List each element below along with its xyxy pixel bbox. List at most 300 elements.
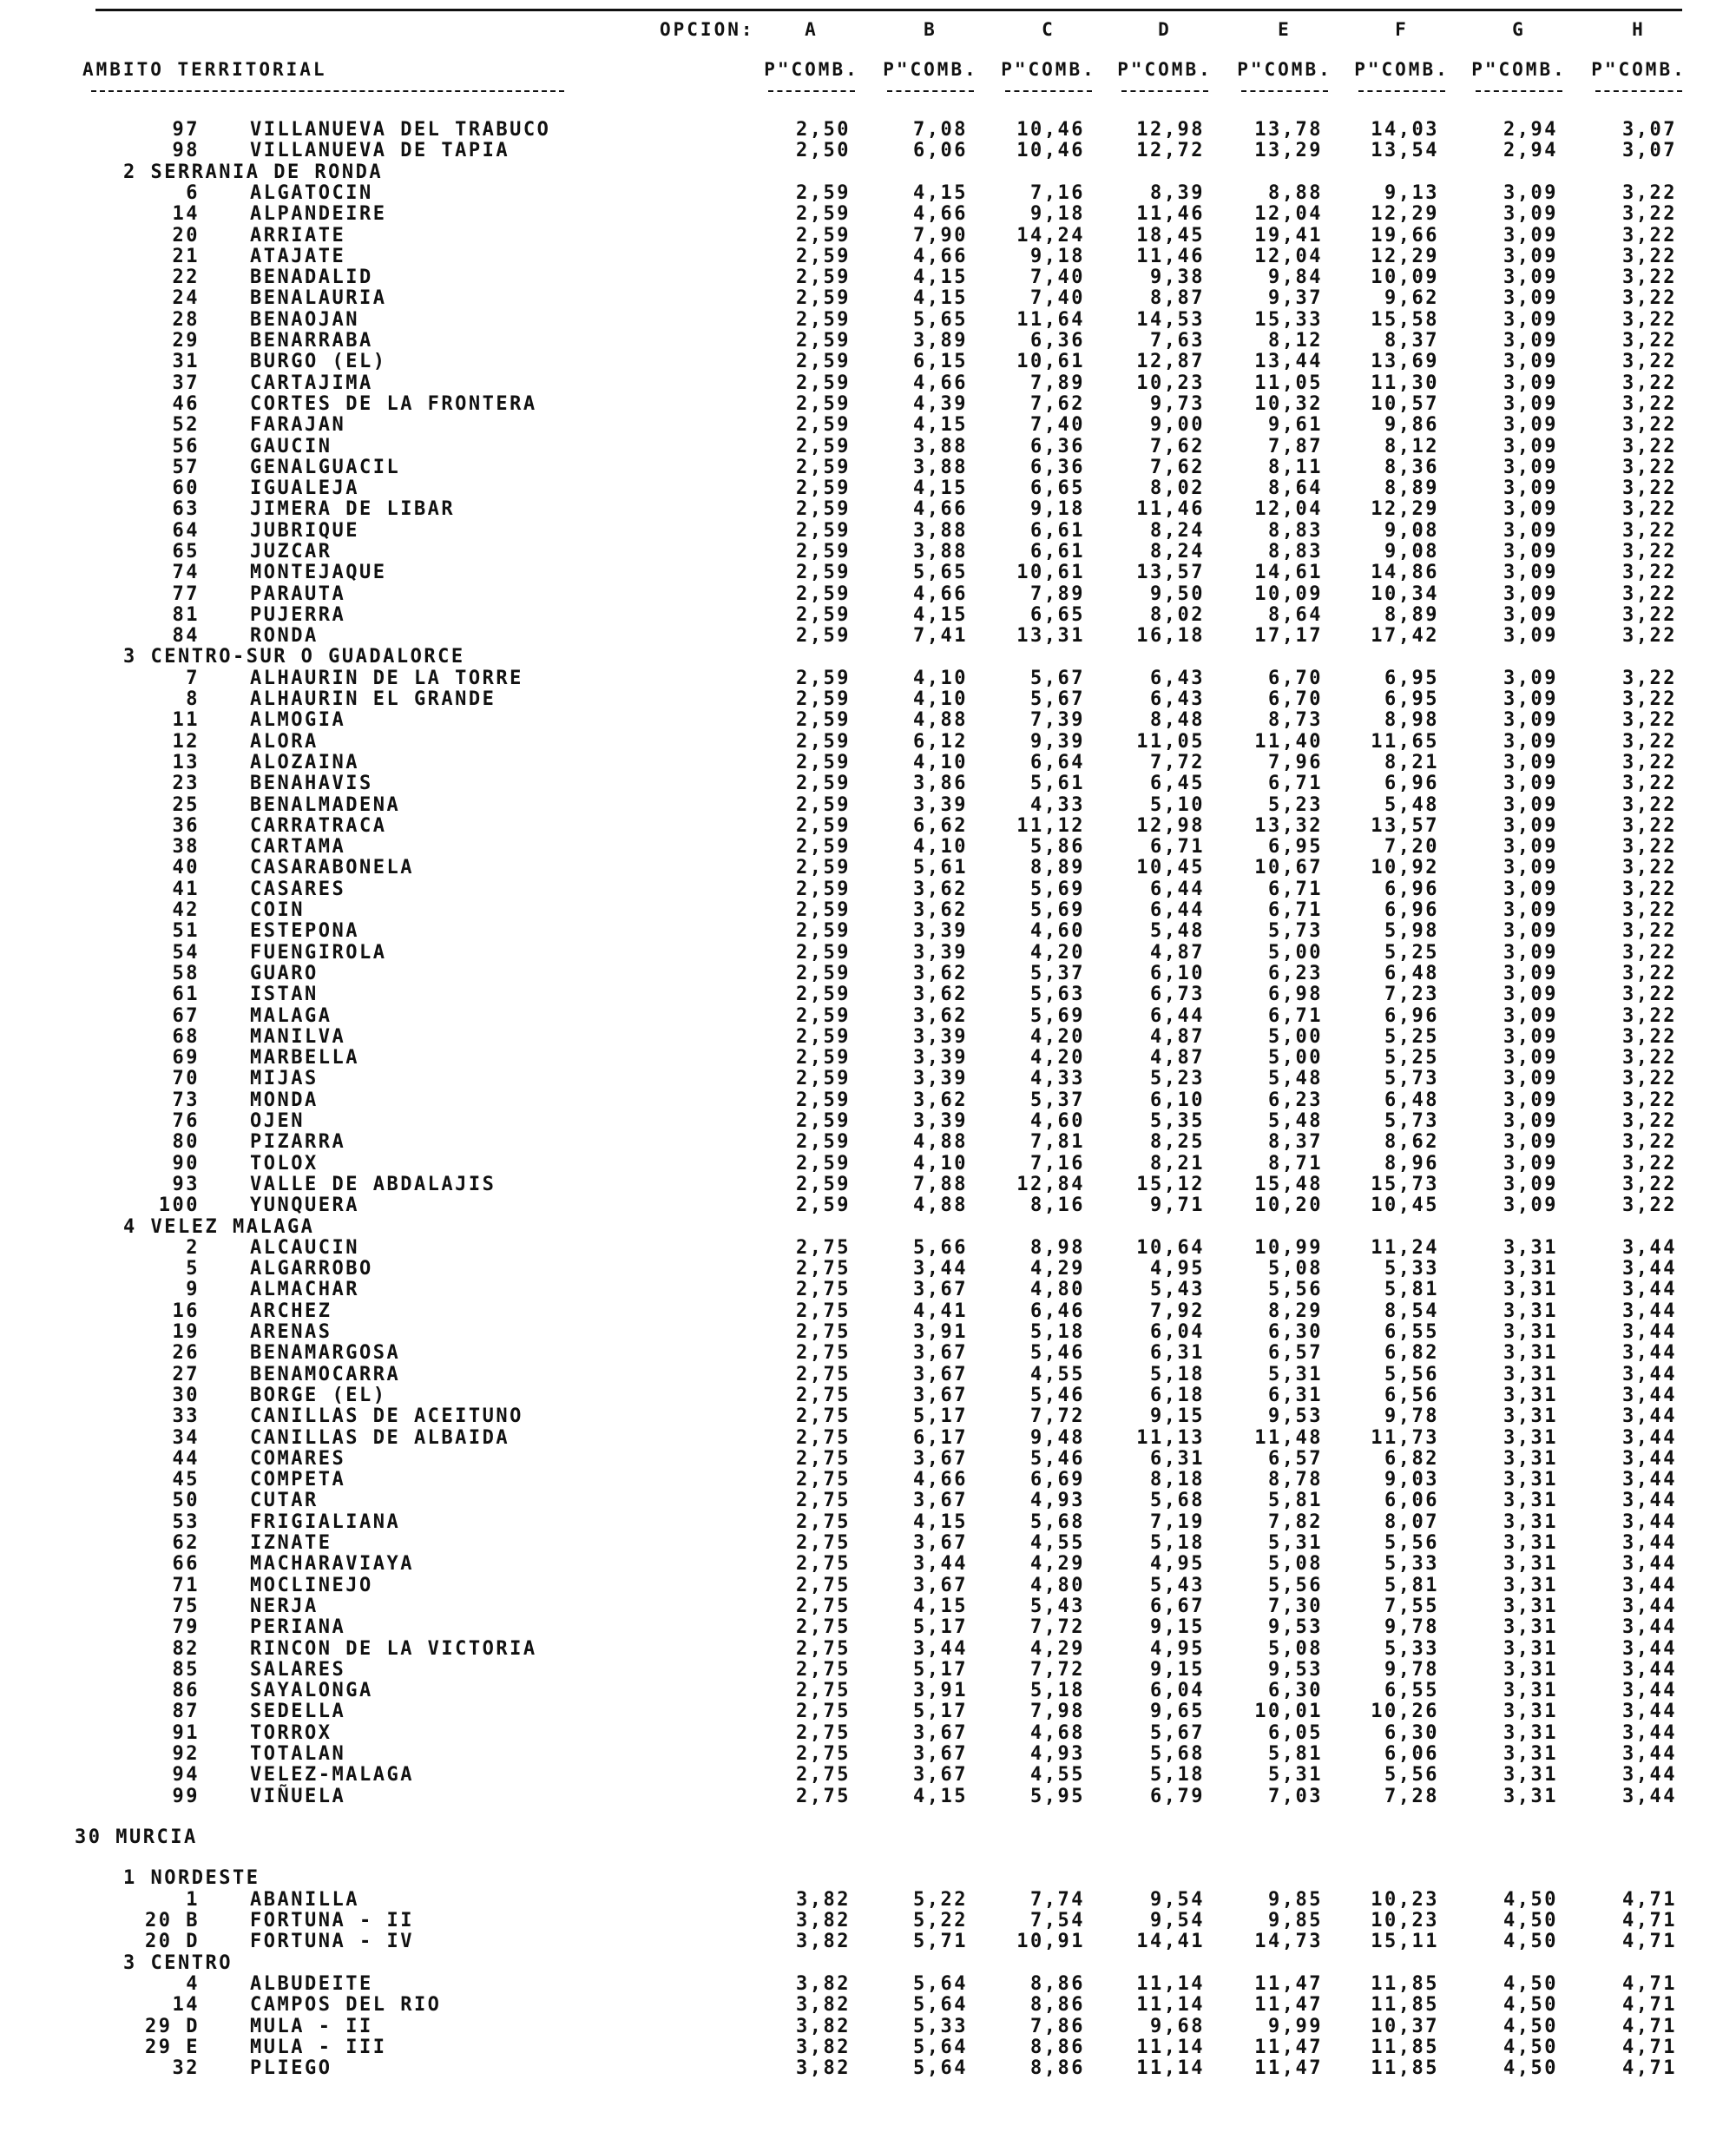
pcomb-value: 9,18 (1030, 203, 1085, 225)
pcomb-value: 3,22 (1622, 604, 1677, 626)
pcomb-value: 3,22 (1622, 309, 1677, 331)
pcomb-value: 3,44 (913, 1553, 968, 1575)
municipio-code: 7 (186, 668, 200, 689)
pcomb-value: 3,07 (1622, 119, 1677, 141)
pcomb-value: 4,50 (1503, 2037, 1558, 2058)
municipio-name: TOLOX (250, 1153, 319, 1175)
pcomb-value: 3,88 (913, 436, 968, 457)
municipio-name: GUARO (250, 963, 319, 984)
pcomb-value: 3,44 (1622, 1511, 1677, 1533)
pcomb-value: 3,22 (1622, 351, 1677, 372)
pcomb-value: 7,40 (1030, 414, 1085, 436)
pcomb-value: 10,91 (1016, 1931, 1085, 1952)
pcomb-value: 3,09 (1503, 625, 1558, 647)
municipio-code: 92 (172, 1743, 200, 1765)
pcomb-value: 3,22 (1622, 688, 1677, 710)
pcomb-value: 13,32 (1254, 815, 1323, 837)
pcomb-value: 4,66 (913, 583, 968, 605)
pcomb-value: 3,09 (1503, 709, 1558, 731)
pcomb-value: 3,31 (1503, 1490, 1558, 1511)
pcomb-value: 6,55 (1384, 1321, 1439, 1343)
pcomb-value: 10,34 (1371, 583, 1439, 605)
pcomb-value: 6,15 (913, 351, 968, 372)
pcomb-value: 12,04 (1254, 246, 1323, 267)
pcomb-value: 3,39 (913, 1047, 968, 1069)
pcomb-value: 4,41 (913, 1300, 968, 1322)
pcomb-value: 6,71 (1150, 836, 1205, 858)
pcomb-value: 4,10 (913, 752, 968, 773)
pcomb-value: 6,31 (1268, 1385, 1323, 1406)
pcomb-value: 10,46 (1016, 119, 1085, 141)
pcomb-value: 7,81 (1030, 1131, 1085, 1153)
municipio-code: 14 (172, 1994, 200, 2016)
municipio-code: 75 (172, 1596, 200, 1617)
pcomb-value: 15,11 (1371, 1931, 1439, 1952)
pcomb-value: 3,31 (1503, 1553, 1558, 1575)
pcomb-value: 7,39 (1030, 709, 1085, 731)
pcomb-value: 8,21 (1384, 752, 1439, 773)
pcomb-value: 2,75 (796, 1596, 851, 1617)
pcomb-value: 3,67 (913, 1279, 968, 1300)
municipio-name: CASARABONELA (250, 857, 414, 879)
pcomb-value: 2,59 (796, 688, 851, 710)
pcomb-value: 5,46 (1030, 1385, 1085, 1406)
pcomb-value: 4,10 (913, 836, 968, 858)
pcomb-value: 5,18 (1150, 1532, 1205, 1554)
pcomb-value: 3,09 (1503, 267, 1558, 288)
municipio-code: 1 (186, 1889, 200, 1911)
pcomb-header: P"COMB. (1591, 59, 1687, 80)
municipio-code: 9 (186, 1279, 200, 1300)
pcomb-value: 5,95 (1030, 1786, 1085, 1807)
pcomb-value: 3,62 (913, 963, 968, 984)
pcomb-value: 4,66 (913, 203, 968, 225)
pcomb-value: 3,09 (1503, 857, 1558, 879)
pcomb-value: 4,80 (1030, 1575, 1085, 1596)
pcomb-value: 4,10 (913, 1153, 968, 1175)
pcomb-value: 8,98 (1384, 709, 1439, 731)
pcomb-value: 6,36 (1030, 330, 1085, 352)
pcomb-value: 4,71 (1622, 2016, 1677, 2037)
pcomb-value: 8,24 (1150, 541, 1205, 563)
pcomb-value: 5,25 (1384, 1026, 1439, 1048)
municipio-code: 29 E (145, 2037, 200, 2058)
pcomb-value: 10,92 (1371, 857, 1439, 879)
pcomb-value: 5,18 (1030, 1321, 1085, 1343)
pcomb-value: 7,62 (1150, 457, 1205, 478)
pcomb-value: 12,04 (1254, 203, 1323, 225)
municipio-code: 84 (172, 625, 200, 647)
pcomb-value: 3,22 (1622, 457, 1677, 478)
pcomb-value: 9,00 (1150, 414, 1205, 436)
municipio-name: VIÑUELA (250, 1786, 346, 1807)
municipio-code: 12 (172, 731, 200, 753)
municipio-name: CARRATRACA (250, 815, 387, 837)
municipio-code: 58 (172, 963, 200, 984)
municipio-code: 44 (172, 1448, 200, 1470)
municipio-code: 87 (172, 1701, 200, 1722)
municipio-name: ALHAURIN EL GRANDE (250, 688, 496, 710)
pcomb-value: 7,74 (1030, 1889, 1085, 1911)
pcomb-header: P"COMB. (764, 59, 859, 80)
municipio-name: ALORA (250, 731, 319, 753)
pcomb-value: 3,22 (1622, 393, 1677, 415)
pcomb-value: 6,67 (1150, 1596, 1205, 1617)
pcomb-value: 8,64 (1268, 604, 1323, 626)
pcomb-value: 9,73 (1150, 393, 1205, 415)
pcomb-value: 2,59 (796, 309, 851, 331)
comarca-heading: 1 NORDESTE (123, 1867, 260, 1889)
pcomb-value: 9,78 (1384, 1659, 1439, 1681)
pcomb-value: 9,65 (1150, 1701, 1205, 1722)
pcomb-value: 3,09 (1503, 604, 1558, 626)
pcomb-value: 8,83 (1268, 520, 1323, 542)
municipio-name: MIJAS (250, 1068, 319, 1089)
pcomb-value: 2,75 (796, 1511, 851, 1533)
pcomb-value: 2,75 (796, 1786, 851, 1807)
pcomb-value: 3,09 (1503, 457, 1558, 478)
municipio-code: 27 (172, 1364, 200, 1385)
pcomb-value: 8,89 (1030, 857, 1085, 879)
pcomb-value: 11,13 (1136, 1427, 1205, 1449)
pcomb-value: 5,10 (1150, 794, 1205, 816)
pcomb-value: 10,20 (1254, 1194, 1323, 1216)
municipio-code: 56 (172, 436, 200, 457)
pcomb-value: 2,59 (796, 942, 851, 964)
pcomb-value: 8,02 (1150, 604, 1205, 626)
pcomb-value: 6,06 (1384, 1743, 1439, 1765)
municipio-name: TOTALAN (250, 1743, 346, 1765)
pcomb-value: 10,45 (1371, 1194, 1439, 1216)
pcomb-value: 10,67 (1254, 857, 1323, 879)
pcomb-value: 3,22 (1622, 287, 1677, 309)
pcomb-value: 13,69 (1371, 351, 1439, 372)
pcomb-value: 3,31 (1503, 1300, 1558, 1322)
pcomb-value: 3,67 (913, 1342, 968, 1364)
pcomb-value: 3,67 (913, 1448, 968, 1470)
municipio-code: 4 (186, 1973, 200, 1995)
pcomb-value: 10,26 (1371, 1701, 1439, 1722)
pcomb-value: 6,04 (1150, 1680, 1205, 1701)
municipio-name: VILLANUEVA DE TAPIA (250, 140, 510, 161)
pcomb-value: 3,67 (913, 1743, 968, 1765)
pcomb-value: 3,09 (1503, 963, 1558, 984)
pcomb-value: 5,33 (1384, 1553, 1439, 1575)
pcomb-value: 2,75 (796, 1427, 851, 1449)
pcomb-underline (1241, 90, 1328, 92)
pcomb-value: 4,29 (1030, 1638, 1085, 1660)
pcomb-value: 2,75 (796, 1237, 851, 1259)
pcomb-value: 12,72 (1136, 140, 1205, 161)
municipio-code: 65 (172, 541, 200, 563)
pcomb-value: 8,78 (1268, 1469, 1323, 1491)
pcomb-value: 3,31 (1503, 1405, 1558, 1427)
municipio-code: 100 (158, 1194, 200, 1216)
pcomb-value: 3,31 (1503, 1596, 1558, 1617)
municipio-name: MALAGA (250, 1005, 332, 1027)
pcomb-value: 6,71 (1268, 899, 1323, 921)
municipio-code: 80 (172, 1131, 200, 1153)
pcomb-value: 12,98 (1136, 119, 1205, 141)
pcomb-value: 3,22 (1622, 984, 1677, 1005)
pcomb-value: 11,65 (1371, 731, 1439, 753)
pcomb-value: 3,22 (1622, 1089, 1677, 1111)
municipio-name: IZNATE (250, 1532, 332, 1554)
pcomb-value: 2,75 (796, 1300, 851, 1322)
option-header: H (1632, 19, 1646, 40)
pcomb-value: 5,66 (913, 1237, 968, 1259)
pcomb-value: 5,18 (1150, 1764, 1205, 1786)
municipio-name: YUNQUERA (250, 1194, 359, 1216)
municipio-code: 50 (172, 1490, 200, 1511)
municipio-name: JIMERA DE LIBAR (250, 498, 456, 520)
pcomb-value: 2,59 (796, 330, 851, 352)
pcomb-underline (768, 90, 855, 92)
pcomb-value: 5,64 (913, 2057, 968, 2079)
pcomb-value: 6,48 (1384, 1089, 1439, 1111)
pcomb-value: 2,59 (796, 457, 851, 478)
pcomb-value: 5,43 (1030, 1596, 1085, 1617)
pcomb-value: 9,03 (1384, 1469, 1439, 1491)
pcomb-value: 6,57 (1268, 1342, 1323, 1364)
pcomb-value: 6,43 (1150, 668, 1205, 689)
pcomb-value: 2,59 (796, 815, 851, 837)
pcomb-value: 3,44 (1622, 1638, 1677, 1660)
pcomb-value: 12,87 (1136, 351, 1205, 372)
pcomb-value: 3,44 (1622, 1553, 1677, 1575)
municipio-code: 61 (172, 984, 200, 1005)
pcomb-value: 3,09 (1503, 182, 1558, 204)
municipio-name: MACHARAVIAYA (250, 1553, 414, 1575)
municipio-code: 6 (186, 182, 200, 204)
pcomb-value: 3,09 (1503, 899, 1558, 921)
pcomb-value: 3,31 (1503, 1427, 1558, 1449)
pcomb-value: 10,61 (1016, 351, 1085, 372)
municipio-name: CASARES (250, 879, 346, 900)
pcomb-value: 4,66 (913, 1469, 968, 1491)
pcomb-value: 3,86 (913, 773, 968, 794)
pcomb-value: 3,09 (1503, 498, 1558, 520)
pcomb-value: 2,59 (796, 562, 851, 583)
pcomb-value: 5,68 (1030, 1511, 1085, 1533)
municipio-code: 71 (172, 1575, 200, 1596)
municipio-code: 38 (172, 836, 200, 858)
pcomb-value: 2,75 (796, 1575, 851, 1596)
pcomb-value: 2,50 (796, 119, 851, 141)
pcomb-value: 3,22 (1622, 1174, 1677, 1195)
municipio-code: 54 (172, 942, 200, 964)
municipio-name: BENALAURIA (250, 287, 387, 309)
municipio-code: 20 D (145, 1931, 200, 1952)
pcomb-value: 8,86 (1030, 1973, 1085, 1995)
pcomb-value: 3,09 (1503, 1089, 1558, 1111)
pcomb-value: 3,44 (1622, 1300, 1677, 1322)
pcomb-value: 3,31 (1503, 1786, 1558, 1807)
pcomb-value: 16,18 (1136, 625, 1205, 647)
municipio-name: PERIANA (250, 1616, 346, 1638)
pcomb-value: 3,31 (1503, 1532, 1558, 1554)
pcomb-value: 2,59 (796, 1068, 851, 1089)
pcomb-value: 6,71 (1268, 773, 1323, 794)
municipio-code: 29 D (145, 2016, 200, 2037)
pcomb-value: 3,09 (1503, 1110, 1558, 1132)
pcomb-value: 15,58 (1371, 309, 1439, 331)
pcomb-value: 5,22 (913, 1910, 968, 1932)
pcomb-value: 11,46 (1136, 246, 1205, 267)
municipio-name: RINCON DE LA VICTORIA (250, 1638, 537, 1660)
pcomb-value: 2,75 (796, 1532, 851, 1554)
pcomb-value: 9,39 (1030, 731, 1085, 753)
pcomb-value: 12,84 (1016, 1174, 1085, 1195)
pcomb-value: 5,81 (1384, 1279, 1439, 1300)
pcomb-value: 10,37 (1371, 2016, 1439, 2037)
pcomb-value: 3,09 (1503, 1047, 1558, 1069)
pcomb-value: 2,59 (796, 436, 851, 457)
pcomb-value: 3,31 (1503, 1237, 1558, 1259)
pcomb-value: 3,09 (1503, 1153, 1558, 1175)
pcomb-value: 5,73 (1384, 1068, 1439, 1089)
pcomb-value: 9,08 (1384, 541, 1439, 563)
pcomb-value: 4,15 (913, 287, 968, 309)
pcomb-value: 2,75 (796, 1448, 851, 1470)
municipio-code: 24 (172, 287, 200, 309)
pcomb-value: 3,22 (1622, 267, 1677, 288)
pcomb-value: 2,59 (796, 477, 851, 499)
pcomb-value: 3,91 (913, 1321, 968, 1343)
pcomb-value: 7,86 (1030, 2016, 1085, 2037)
pcomb-value: 3,39 (913, 1110, 968, 1132)
pcomb-value: 2,59 (796, 668, 851, 689)
municipio-name: OJEN (250, 1110, 305, 1132)
pcomb-value: 5,48 (1384, 794, 1439, 816)
pcomb-value: 4,50 (1503, 1931, 1558, 1952)
pcomb-value: 4,66 (913, 498, 968, 520)
municipio-code: 23 (172, 773, 200, 794)
pcomb-value: 12,98 (1136, 815, 1205, 837)
pcomb-value: 3,44 (1622, 1237, 1677, 1259)
pcomb-value: 3,09 (1503, 477, 1558, 499)
pcomb-value: 2,59 (796, 1089, 851, 1111)
pcomb-value: 7,89 (1030, 583, 1085, 605)
municipio-code: 19 (172, 1321, 200, 1343)
pcomb-value: 12,29 (1371, 203, 1439, 225)
pcomb-value: 6,36 (1030, 436, 1085, 457)
pcomb-underline (1005, 90, 1092, 92)
pcomb-value: 3,31 (1503, 1342, 1558, 1364)
pcomb-value: 11,73 (1371, 1427, 1439, 1449)
pcomb-value: 5,43 (1150, 1279, 1205, 1300)
pcomb-value: 2,75 (796, 1722, 851, 1744)
pcomb-value: 3,67 (913, 1764, 968, 1786)
pcomb-value: 11,40 (1254, 731, 1323, 753)
pcomb-value: 2,94 (1503, 119, 1558, 141)
pcomb-value: 6,95 (1384, 688, 1439, 710)
municipio-name: FUENGIROLA (250, 942, 387, 964)
pcomb-value: 3,44 (1622, 1321, 1677, 1343)
pcomb-value: 3,67 (913, 1385, 968, 1406)
pcomb-value: 3,22 (1622, 773, 1677, 794)
pcomb-value: 3,22 (1622, 1110, 1677, 1132)
pcomb-value: 4,15 (913, 477, 968, 499)
pcomb-value: 6,65 (1030, 477, 1085, 499)
municipio-name: FORTUNA - II (250, 1910, 414, 1932)
pcomb-value: 7,23 (1384, 984, 1439, 1005)
pcomb-value: 3,44 (1622, 1764, 1677, 1786)
municipio-code: 97 (172, 119, 200, 141)
pcomb-value: 5,81 (1268, 1743, 1323, 1765)
pcomb-value: 5,33 (1384, 1638, 1439, 1660)
municipio-name: CORTES DE LA FRONTERA (250, 393, 537, 415)
municipio-name: VALLE DE ABDALAJIS (250, 1174, 496, 1195)
pcomb-value: 6,48 (1384, 963, 1439, 984)
province-heading: 30 MURCIA (75, 1826, 198, 1848)
pcomb-value: 3,82 (796, 2057, 851, 2079)
pcomb-value: 3,22 (1622, 330, 1677, 352)
pcomb-underline (1476, 90, 1562, 92)
pcomb-value: 8,39 (1150, 182, 1205, 204)
pcomb-value: 11,48 (1254, 1427, 1323, 1449)
pcomb-value: 3,22 (1622, 372, 1677, 394)
municipio-name: FARAJAN (250, 414, 346, 436)
pcomb-value: 14,03 (1371, 119, 1439, 141)
option-header: G (1512, 19, 1526, 40)
pcomb-value: 3,44 (1622, 1405, 1677, 1427)
pcomb-value: 2,75 (796, 1638, 851, 1660)
pcomb-value: 3,09 (1503, 794, 1558, 816)
pcomb-value: 2,59 (796, 203, 851, 225)
pcomb-value: 10,23 (1371, 1910, 1439, 1932)
pcomb-value: 2,75 (796, 1701, 851, 1722)
pcomb-value: 2,59 (796, 583, 851, 605)
pcomb-value: 6,10 (1150, 963, 1205, 984)
pcomb-value: 4,60 (1030, 920, 1085, 942)
pcomb-value: 6,06 (1384, 1490, 1439, 1511)
municipio-name: ABANILLA (250, 1889, 359, 1911)
pcomb-value: 3,09 (1503, 879, 1558, 900)
pcomb-value: 7,03 (1268, 1786, 1323, 1807)
pcomb-value: 11,46 (1136, 498, 1205, 520)
pcomb-value: 3,39 (913, 1068, 968, 1089)
pcomb-value: 3,62 (913, 879, 968, 900)
pcomb-value: 5,17 (913, 1405, 968, 1427)
pcomb-value: 4,50 (1503, 2016, 1558, 2037)
pcomb-value: 6,62 (913, 815, 968, 837)
pcomb-value: 4,50 (1503, 1994, 1558, 2016)
municipio-code: 13 (172, 752, 200, 773)
pcomb-value: 4,95 (1150, 1553, 1205, 1575)
pcomb-value: 6,36 (1030, 457, 1085, 478)
pcomb-value: 6,05 (1268, 1722, 1323, 1744)
municipio-name: MULA - III (250, 2037, 387, 2058)
municipio-code: 31 (172, 351, 200, 372)
pcomb-value: 3,44 (1622, 1701, 1677, 1722)
pcomb-value: 4,87 (1150, 942, 1205, 964)
pcomb-value: 11,85 (1371, 1973, 1439, 1995)
pcomb-value: 4,29 (1030, 1553, 1085, 1575)
pcomb-value: 5,64 (913, 2037, 968, 2058)
pcomb-value: 8,86 (1030, 1994, 1085, 2016)
pcomb-value: 8,83 (1268, 541, 1323, 563)
pcomb-value: 6,45 (1150, 773, 1205, 794)
municipio-code: 79 (172, 1616, 200, 1638)
pcomb-value: 3,44 (1622, 1532, 1677, 1554)
pcomb-value: 3,44 (1622, 1279, 1677, 1300)
pcomb-value: 8,48 (1150, 709, 1205, 731)
pcomb-underline (1595, 90, 1682, 92)
pcomb-value: 4,55 (1030, 1532, 1085, 1554)
pcomb-value: 4,80 (1030, 1279, 1085, 1300)
pcomb-value: 3,22 (1622, 1153, 1677, 1175)
